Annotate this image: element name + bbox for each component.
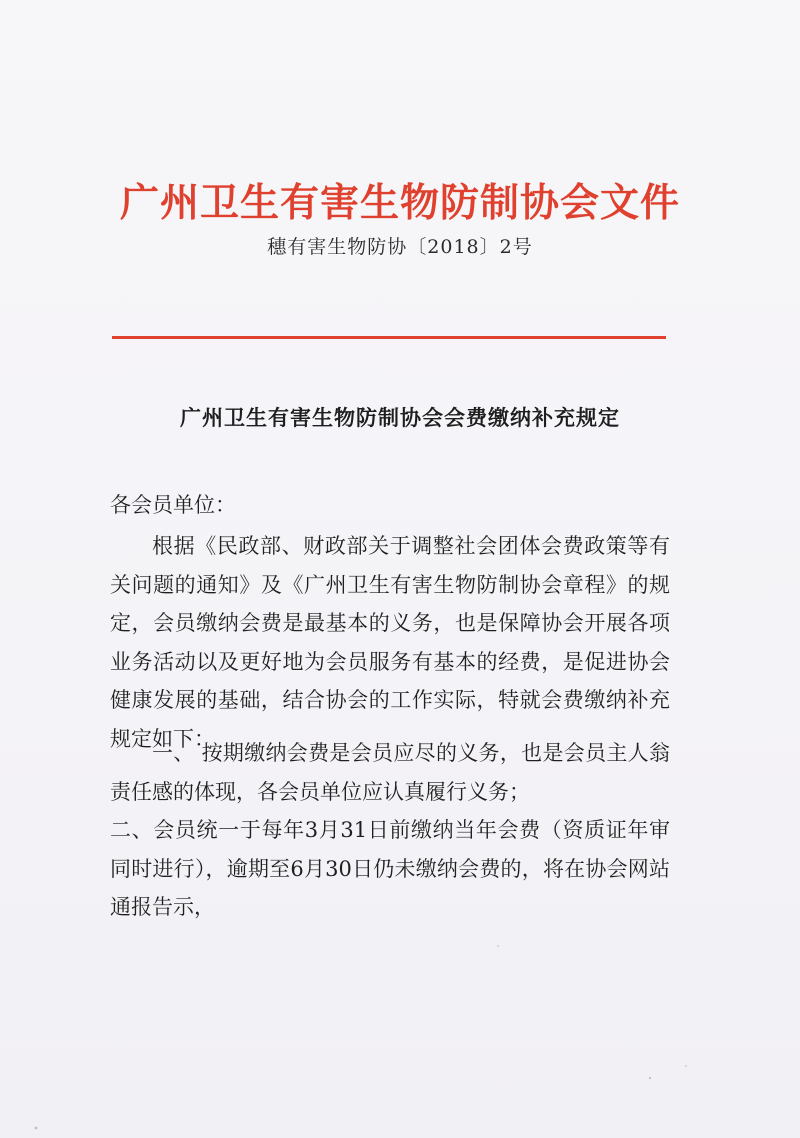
header-title: 广州卫生有害生物防制协会文件: [119, 181, 680, 226]
document-number: 穗有害生物防协〔2018〕2号: [267, 236, 533, 258]
body-paragraph-item-2: 二、会员统一于每年3月31日前缴纳当年会费（资质证年审同时进行），逾期至6月30日仍未缴纳会费的，将在协会网站通报告示，: [110, 818, 670, 919]
notice-title: 广州卫生有害生物防制协会会费缴纳补充规定: [180, 406, 620, 430]
body-paragraph-item-1: 一、 按期缴纳会费是会员应尽的义务，也是会员主人翁责任感的体现，各会员单位应认真履行义务；: [110, 741, 670, 804]
body-paragraph-intro: 根据《民政部、财政部关于调整社会团体会费政策等有关问题的通知》及《广州卫生有害生物防制协会章程》的规定，会员缴纳会费是最基本的义务，也是保障协会开展各项业务活动以及更好地为会员服务有基本的经费，是促进协会健康发展的基础，结合协会的工作实际，特就会费缴纳补充规定如下：: [110, 534, 670, 751]
header-divider-line: [112, 336, 666, 339]
bleed-through-text: [110, 112, 670, 135]
salutation: 各会员单位：: [110, 493, 236, 517]
